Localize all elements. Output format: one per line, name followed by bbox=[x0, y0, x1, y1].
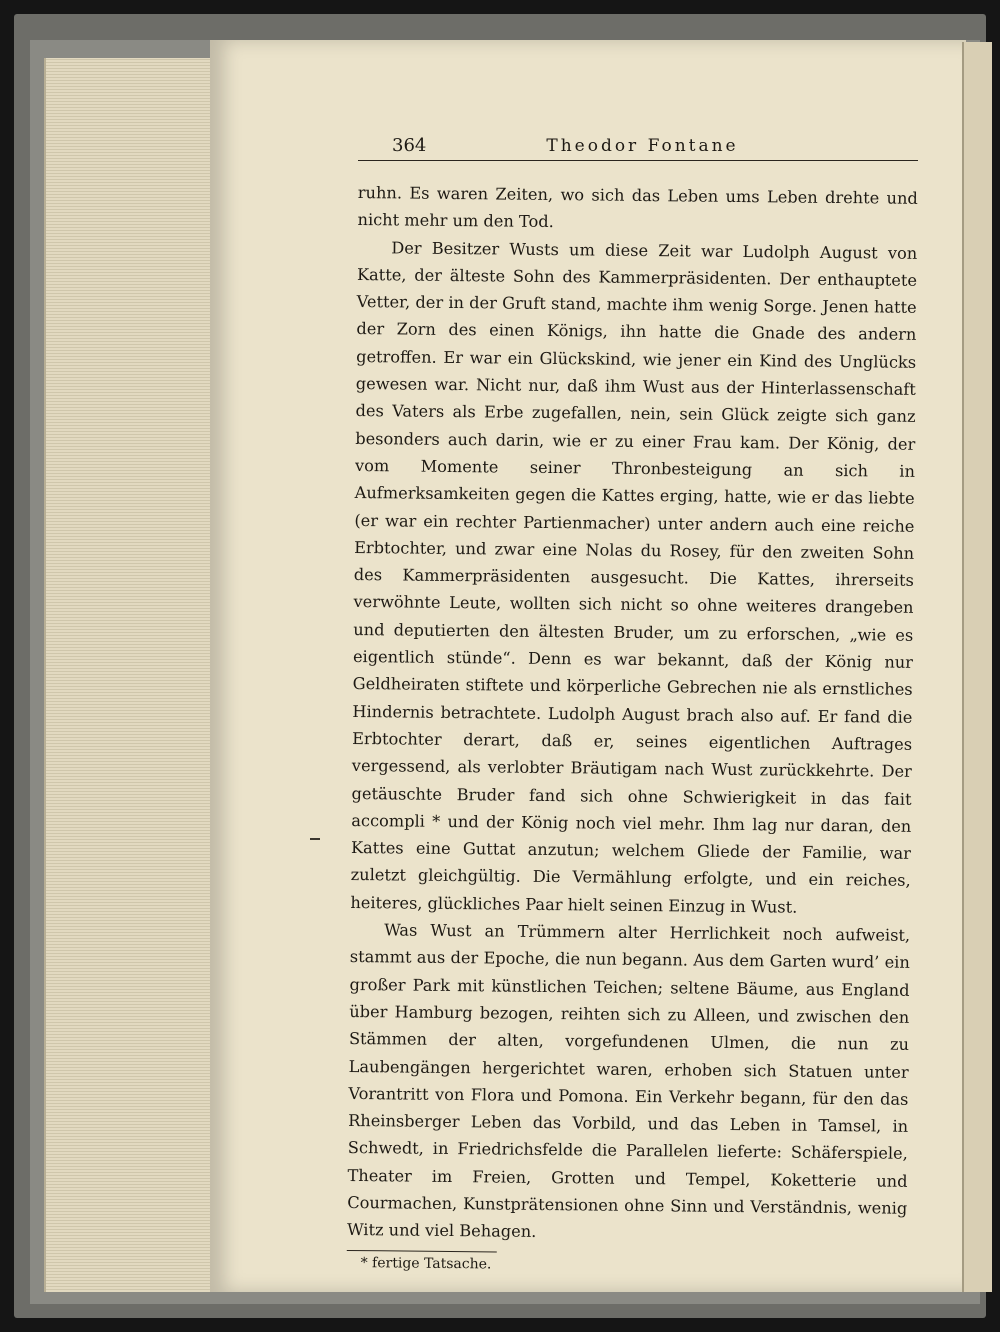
margin-mark bbox=[310, 838, 320, 840]
facing-page-edge bbox=[962, 42, 992, 1292]
footnote-rule bbox=[347, 1250, 497, 1253]
page-number: 364 bbox=[392, 135, 427, 156]
running-head: Theodor Fontane bbox=[546, 136, 739, 156]
page-edges bbox=[44, 58, 224, 1292]
page-header bbox=[358, 135, 918, 161]
paragraph: Was Wust an Trümmern alter Herrlichkeit noch aufweist, stammt aus der Epoche, die nun begann. Aus dem Garten wurd’ ein großer Park mit künstlichen Teichen; seltene Bäume, aus England über Hamburg bezogen, reihten sich zu Alleen, und zwischen den Stämmen der alten, vorgefundenen Ulmen, die nun zu Laubengängen hergerichtet waren, erhoben sich Statuen unter Vorantritt von Flora und Pomona. Ein Verkehr begann, für den das Rheinsberger Leben das Vorbild, und das Leben in Tamsel, in Schwedt, in Friedrichsfelde die Parallelen lieferte: Schäferspiele, Theater im Freien, Grotten und Tempel, Koketterie und Courmachen, Kunstprätensionen ohne Sinn und Verständnis, wenig Witz und viel Behagen. bbox=[346, 920, 911, 1242]
footnote: * fertige Tatsache. bbox=[360, 1254, 492, 1273]
paragraph: Der Besitzer Wusts um diese Zeit war Ludolph August von Katte, der älteste Sohn des Kammerpräsidenten. Der enthauptete Vetter, der in der Gruft stand, machte ihm wenig Sorge. Jenen hatte der Zorn des einen Königs, ihn hatte die Gnade des andern getroffen. Er war ein Glückskind, wie jener ein Kind des Unglücks gewesen war. Nicht nur, daß ihm Wust aus der Hinterlassenschaft des Vaters als Erbe zugefallen, nein, sein Glück zeigte sich ganz besonders auch darin, wie er zu einer Frau kam. Der König, der vom Momente seiner Thronbesteigung an sich in Aufmerksamkeiten gegen die Kattes erging, hatte, wie er das liebte (er war ein rechter Partienmacher) unter andern auch eine reiche Erbtochter, und zwar eine Nolas du Rosey, für den zweiten Sohn des Kammerpräsidenten ausgesucht. Die Kattes, ihrerseits verwöhnte Leute, wollten sich nicht so ohne weiteres drangeben und deputierten den ältesten Bruder, um zu erforschen, „wie es eigentlich stünde“. Denn es war bekannt, daß der König nur Geldheiraten stiftete und körperliche Gebrechen nie als ernstliches Hindernis betrachtete. Ludolph August brach also auf. Er fand die Erbtochter derart, daß er, seines eigentlichen Auftrages vergessend, als verlobter Bräutigam nach Wust zurückkehrte. Der getäuschte Bruder fand sich ohne Schwierigkeit in das fait accompli * und der König noch viel mehr. Ihm lag nur daran, den Kattes eine Guttat anzutun; welchem Gliede der Familie, war zuletzt gleichgültig. Die Vermählung erfolgte, und ein reiches, heiteres, glückliches Paar hielt seinen Einzug in Wust. bbox=[350, 237, 918, 917]
paragraph: ruhn. Es waren Zeiten, wo sich das Leben ums Leben drehte und nicht mehr um den Tod. bbox=[357, 182, 918, 232]
body-text bbox=[347, 179, 918, 1278]
page-content bbox=[346, 135, 918, 1273]
